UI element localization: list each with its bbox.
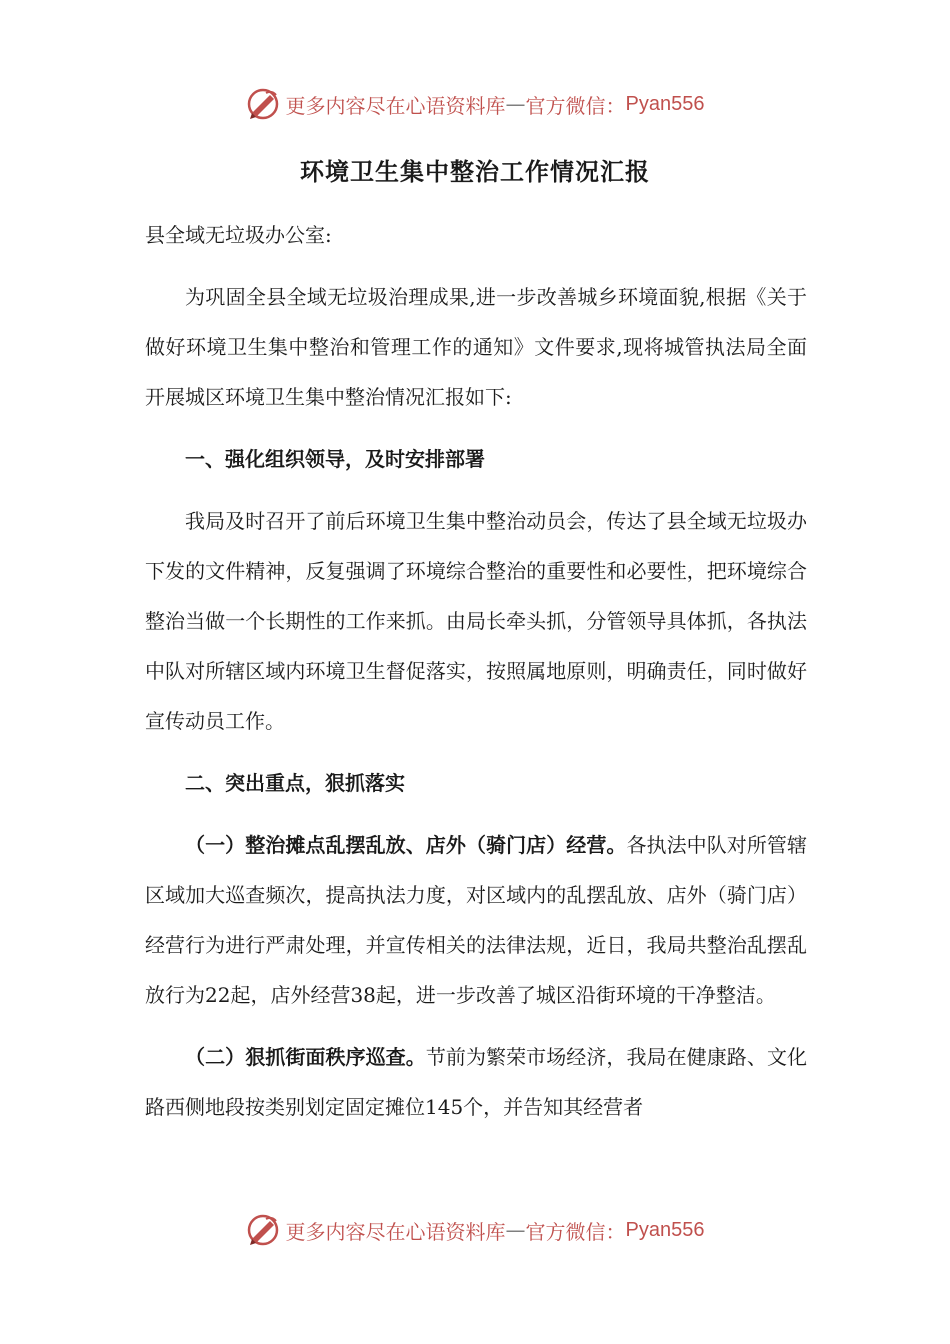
header-watermark-banner (0, 84, 950, 124)
footer-watermark-banner (0, 1210, 950, 1250)
item2-lead: （二）狠抓街面秩序巡查。 (185, 1045, 426, 1069)
banner-official-label: 官方微信： (525, 1219, 626, 1244)
banner-official-label: 官方微信： (525, 93, 626, 118)
item2-body: 节前为繁荣市场经济，我局在健康路、文化路西侧地段按类别划定固定摊位145个，并告知其经营者 (145, 1045, 808, 1119)
document-title: 环境卫生集中整治工作情况汇报 (300, 157, 650, 186)
item1-paragraph (145, 820, 807, 1020)
item1-body: 各执法中队对所管辖区域加大巡查频次，提高执法力度，对区域内的乱摆乱放、店外（骑门店）经营行为进行严肃处理，并宣传相关的法律法规，近日，我局共整治乱摆乱放行为22起，店外经营38起，进一步改善了城区沿街环境的干净整洁。 (145, 833, 808, 1007)
document-body (145, 210, 807, 1132)
intro-paragraph: 为巩固全县全域无垃圾治理成果,进一步改善城乡环境面貌,根据《关于做好环境卫生集中整治和管理工作的通知》文件要求,现将城管执法局全面开展城区环境卫生集中整治情况汇报如下: (145, 285, 807, 409)
section1-paragraph: 我局及时召开了前后环境卫生集中整治动员会，传达了县全域无垃圾办下发的文件精神，反复强调了环境综合整治的重要性和必要性，把环境综合整治当做一个长期性的工作来抓。由局长牵头抓，分管领导具体抓，各执法中队对所辖区域内环境卫生督促落实，按照属地原则，明确责任，同时做好宣传动员工作。 (145, 509, 807, 733)
banner-wechat-id: Pyan556 (625, 1218, 705, 1241)
salutation: 县全域无垃圾办公室: (145, 223, 332, 247)
banner-separator: — (505, 1218, 526, 1242)
section1-heading: 一、强化组织领导，及时安排部署 (185, 447, 485, 471)
pen-logo-icon (246, 87, 280, 121)
banner-separator: — (505, 92, 526, 116)
section2-heading: 二、突出重点，狠抓落实 (185, 771, 405, 795)
item1-lead: （一）整治摊点乱摆乱放、店外（骑门店）经营。 (185, 833, 627, 857)
banner-text: 更多内容尽在心语资料库 (285, 93, 506, 118)
pen-logo-icon (246, 1213, 280, 1247)
banner-wechat-id: Pyan556 (625, 92, 705, 115)
banner-text: 更多内容尽在心语资料库 (285, 1219, 506, 1244)
item2-paragraph (145, 1032, 807, 1132)
